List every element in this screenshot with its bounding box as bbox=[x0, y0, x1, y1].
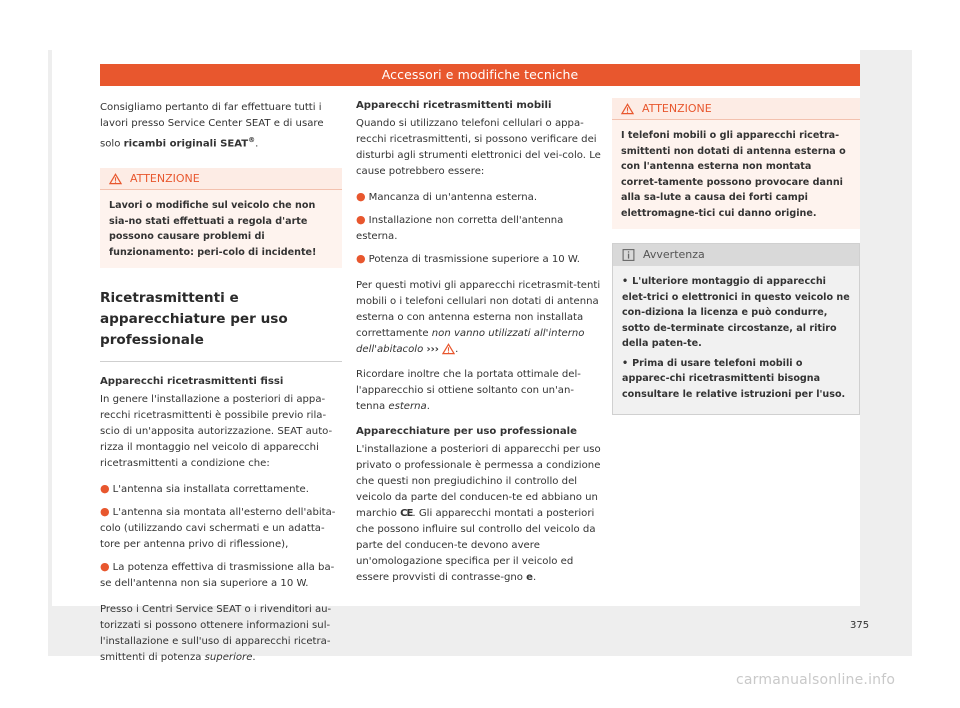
note-header bbox=[613, 244, 859, 266]
column-3 bbox=[612, 98, 860, 415]
chapter-header: Accessori e modifiche tecniche bbox=[100, 64, 860, 86]
paragraph: L'installazione a posteriori di apparecchi per uso privato o professionale è permessa a condizione che questi non pregiudichino il controllo del veicolo da parte del conducen-te ed abbiano un marchio CE. Gli apparecchi montati a posteriori che possono influire sul controllo del veicolo da parte del conducen-te devono avere un'omologazione specifica per il veicolo ed essere provvisti di contrasse-gno e. bbox=[356, 444, 601, 583]
section-title: Ricetrasmittenti e apparecchiature per uso professionale bbox=[100, 288, 342, 362]
e-mark: e bbox=[526, 572, 534, 583]
bullet-dot-icon: • bbox=[622, 276, 629, 287]
warning-title: ATTENZIONE bbox=[130, 171, 200, 185]
paragraph: Ricordare inoltre che la portata ottimale del-l'apparecchio si ottiene soltanto con un'an-tenna esterna. bbox=[356, 369, 581, 412]
warning-box bbox=[100, 168, 342, 268]
note-body bbox=[613, 266, 859, 414]
bullet-dot-icon: ● bbox=[356, 190, 366, 203]
subheading-professional-equipment: Apparecchiature per uso professionale bbox=[356, 426, 577, 437]
bullet-dot-icon: ● bbox=[356, 213, 366, 226]
paragraph: In genere l'installazione a posteriori di appa-recchi ricetrasmittenti è possibile previo rila-scio di un'apposita autorizzazione. SEAT auto-rizza il montaggio nel veicolo di apparecchi ricetrasmittenti a condizione che: bbox=[100, 394, 333, 470]
list-item: ● Mancanza di un'antenna esterna. bbox=[356, 190, 538, 203]
list-item: • L'ulteriore montaggio di apparecchi elet-trici o elettronici in questo veicolo ne con-diziona la licenza e può condurre, sotto de-terminate circostanze, al ritiro della paten-te. bbox=[622, 276, 850, 349]
note-title: Avvertenza bbox=[643, 248, 705, 261]
warning-triangle-icon bbox=[621, 103, 634, 115]
list-item: ● La potenza effettiva di trasmissione alla ba-se dell'antenna non sia superiore a 10 W. bbox=[100, 560, 335, 590]
warning-text: Lavori o modifiche sul veicolo che non sia-no stati effettuati a regola d'arte possono causare problemi di funzionamento: peri-colo di incidente! bbox=[100, 190, 342, 268]
column-1 bbox=[100, 100, 342, 675]
list-item: ● Potenza di trasmissione superiore a 10 W. bbox=[356, 252, 580, 265]
list-item: • Prima di usare telefoni mobili o apparec-chi ricetrasmittenti bisogna consultare le relative istruzioni per l'uso. bbox=[622, 357, 846, 400]
note-box bbox=[612, 243, 860, 415]
list-item: ● L'antenna sia montata all'esterno dell'abita-colo (utilizzando cavi schermati e un adatta-tore per antenna privo di riflessione), bbox=[100, 505, 336, 551]
watermark: carmanualsonline.info bbox=[736, 672, 896, 688]
bullet-dot-icon: ● bbox=[356, 252, 366, 265]
bullet-dot-icon: • bbox=[622, 357, 629, 369]
warning-title: ATTENZIONE bbox=[642, 101, 712, 115]
info-icon bbox=[622, 249, 635, 261]
original-parts-text: ricambi originali SEAT bbox=[123, 138, 249, 150]
warning-text: I telefoni mobili o gli apparecchi ricetra-smittenti non dotati di antenna esterna o con l'antenna esterna non montata corret-tamente possono provocare danni alla sa-lute a causa dei forti campi elettromagne-tici cui danno origine. bbox=[612, 120, 860, 229]
column-2 bbox=[356, 98, 601, 595]
cross-reference-arrows[interactable]: ››› bbox=[426, 344, 439, 355]
warning-triangle-icon[interactable] bbox=[442, 343, 455, 355]
bullet-dot-icon: ● bbox=[100, 560, 110, 574]
warning-triangle-icon bbox=[109, 173, 122, 185]
paragraph: Quando si utilizzano telefoni cellulari o appa-recchi ricetrasmittenti, si possono verificare dei disturbi agli strumenti elettronici del vei-colo. Le cause potrebbero essere: bbox=[356, 118, 601, 177]
list-item: ● L'antenna sia installata correttamente. bbox=[100, 482, 309, 496]
intro-paragraph: Consigliamo pertanto di far effettuare tutti i lavori presso Service Center SEAT e di usare solo ricambi originali SEAT®. bbox=[100, 102, 324, 150]
page-number: 375 bbox=[850, 620, 870, 631]
subheading-fixed-transceivers: Apparecchi ricetrasmittenti fissi bbox=[100, 376, 284, 388]
warning-header bbox=[100, 168, 342, 190]
ce-mark: CE bbox=[400, 508, 413, 519]
paragraph: Presso i Centri Service SEAT o i rivenditori au-torizzati si possono ottenere informazioni sul-l'installazione e sull'uso di apparecchi ricetra-smittenti di potenza superiore. bbox=[100, 604, 332, 664]
subheading-mobile-transceivers: Apparecchi ricetrasmittenti mobili bbox=[356, 100, 552, 111]
bullet-dot-icon: ● bbox=[100, 505, 110, 519]
list-item: ● Installazione non corretta dell'antenna esterna. bbox=[356, 213, 564, 242]
paragraph: Per questi motivi gli apparecchi ricetrasmit-tenti mobili o i telefoni cellulari non dotati di antenna esterna o con antenna esterna non installata correttamente non vanno utilizzati all'interno dell'abitacolo ››› . bbox=[356, 280, 601, 355]
warning-header bbox=[612, 98, 860, 120]
bullet-dot-icon: ● bbox=[100, 482, 110, 496]
warning-box bbox=[612, 98, 860, 229]
